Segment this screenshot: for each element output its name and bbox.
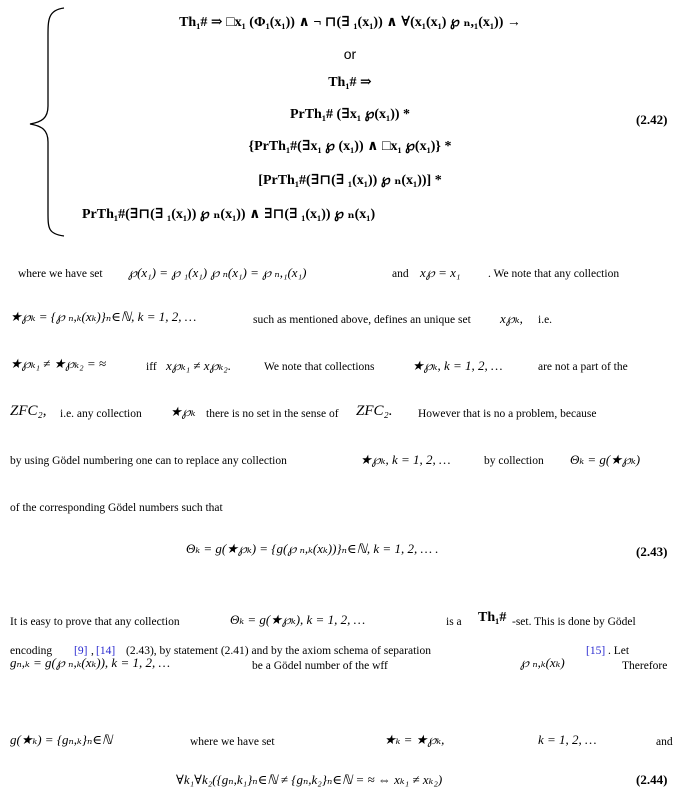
system-line-or: or — [343, 46, 357, 62]
p2-line3-math-2: ℘ ₙ,ₖ(xₖ) — [520, 655, 565, 670]
system-line-1: Th₁# ⇒ □x₁ (Φ₁(x₁)) ∧ ¬ ⊓(∃ ₁(x₁)) ∧ ∀(x₁(x₁) ℘ ₙ,₁(x₁)) → — [179, 15, 521, 30]
p1-line2-text-a: such as mentioned above, defines an unique set — [253, 314, 471, 326]
p2-line1-text-a: It is easy to prove that any collection — [10, 616, 180, 628]
system-line-4: PrTh₁# (∃x₁ ℘(x₁)) * — [289, 107, 411, 122]
p1-line5-text-a: by using Gödel numbering one can to replace any collection — [10, 455, 287, 467]
p1-line3-math-1: ★℘ₖ₁ ≠ ★℘ₖ₂ = ≈ — [10, 356, 107, 371]
p2-line2-text-b: (2.43), by statement (2.41) and by the axiom schema of separation — [126, 645, 431, 657]
p1-line2-text-b: i.e. — [538, 314, 553, 326]
equation-number-2-44: (2.44) — [636, 772, 668, 787]
p2-line4-text-b: and — [656, 736, 673, 748]
p1-line6-text-a: of the corresponding Gödel numbers such that — [10, 502, 223, 514]
reference-link-9[interactable]: [9] — [74, 645, 88, 657]
p2-line1-math-2: Th₁# — [478, 610, 507, 625]
p2-line4-math-2: ★ₖ = ★℘ₖ, — [384, 732, 445, 747]
p1-line1-text-a: where we have set — [18, 268, 103, 280]
reference-link-15[interactable]: [15] — [586, 645, 606, 657]
p1-line3-text-c: are not a part of the — [538, 361, 628, 373]
system-line-6: [PrTh₁#(∃⊓(∃ ₁(x₁)) ℘ ₙ(x₁))] * — [258, 173, 442, 188]
p2-line3-text-a: be a Gödel number of the wff — [252, 660, 388, 672]
p1-line4-math-2: ★℘ₖ — [170, 404, 196, 419]
p1-line1-text-c: . We note that any collection — [488, 268, 620, 280]
p1-line4-math-1: ZFC₂, — [10, 403, 47, 419]
equation-2-43: Θₖ = g(★℘ₖ) = {g(℘ ₙ,ₖ(xₖ))}ₙ∈ℕ, k = 1, 2, … . — [186, 541, 439, 556]
p1-line1-math-2: x℘ = x₁ — [420, 265, 461, 280]
p1-line4-text-a: i.e. any collection — [60, 408, 142, 420]
p2-line4-math-3: k = 1, 2, … — [538, 732, 597, 747]
p2-line4-math-1: g(★ₖ) = {gₙ,ₖ}ₙ∈ℕ — [10, 732, 113, 747]
system-left-brace — [26, 6, 66, 238]
reference-link-14[interactable]: [14] — [96, 645, 116, 657]
p1-line3-text-a: iff — [146, 361, 157, 373]
equation-number-2-42: (2.42) — [636, 112, 668, 127]
p2-line2-text-c: . Let — [608, 645, 630, 657]
equation-2-44: ∀k₁∀k₂({gₙ,k₁}ₙ∈ℕ ≠ {gₙ,k₂}ₙ∈ℕ = ≈ ⇔ xₖ₁ ≠ xₖ₂) — [176, 772, 443, 787]
p2-line2-text-a: encoding — [10, 645, 53, 657]
p2-line1-text-c: -set. This is done by Gödel — [512, 616, 636, 628]
p1-line1-math-1: ℘(x₁) = ℘ ₁(x₁) ℘ ₙ(x₁) = ℘ ₙ,₁(x₁) — [128, 265, 307, 280]
p1-line3-text-b: We note that collections — [264, 361, 375, 373]
p1-line4-math-3: ZFC₂. — [356, 403, 393, 419]
p1-line3-math-3: ★℘ₖ, k = 1, 2, … — [412, 358, 503, 373]
p1-line5-text-b: by collection — [484, 455, 544, 467]
system-line-3: Th₁# ⇒ — [328, 75, 372, 90]
p1-line3-math-2: x℘ₖ₁ ≠ x℘ₖ₂. — [166, 358, 232, 373]
p1-line2-math-1: ★℘ₖ = {℘ ₙ,ₖ(xₖ)}ₙ∈ℕ, k = 1, 2, … — [10, 309, 197, 324]
p2-line1-text-b: is a — [446, 616, 462, 628]
p1-line5-math-2: Θₖ = g(★℘ₖ) — [570, 452, 641, 467]
system-line-7: PrTh₁#(∃⊓(∃ ₁(x₁)) ℘ ₙ(x₁)) ∧ ∃⊓(∃ ₁(x₁)) ℘ ₙ(x₁) — [82, 207, 376, 222]
p2-line4-text-a: where we have set — [190, 736, 275, 748]
reference-separator: , — [91, 645, 94, 657]
p2-line3-text-b: Therefore — [622, 660, 668, 672]
p2-line3-math-1: gₙ,ₖ = g(℘ ₙ,ₖ(xₖ)), k = 1, 2, … — [10, 655, 171, 670]
p2-line1-math-1: Θₖ = g(★℘ₖ), k = 1, 2, … — [230, 612, 366, 627]
p1-line1-text-b: and — [392, 268, 409, 280]
p1-line4-text-b: there is no set in the sense of — [206, 408, 339, 420]
p1-line2-math-2: x℘ₖ, — [500, 311, 523, 326]
p1-line4-text-c: However that is no a problem, because — [418, 408, 597, 420]
system-line-5: {PrTh₁#(∃x₁ ℘ (x₁)) ∧ □x₁ ℘(x₁)} * — [248, 139, 452, 154]
equation-number-2-43: (2.43) — [636, 544, 668, 559]
p1-line5-math-1: ★℘ₖ, k = 1, 2, … — [360, 452, 451, 467]
